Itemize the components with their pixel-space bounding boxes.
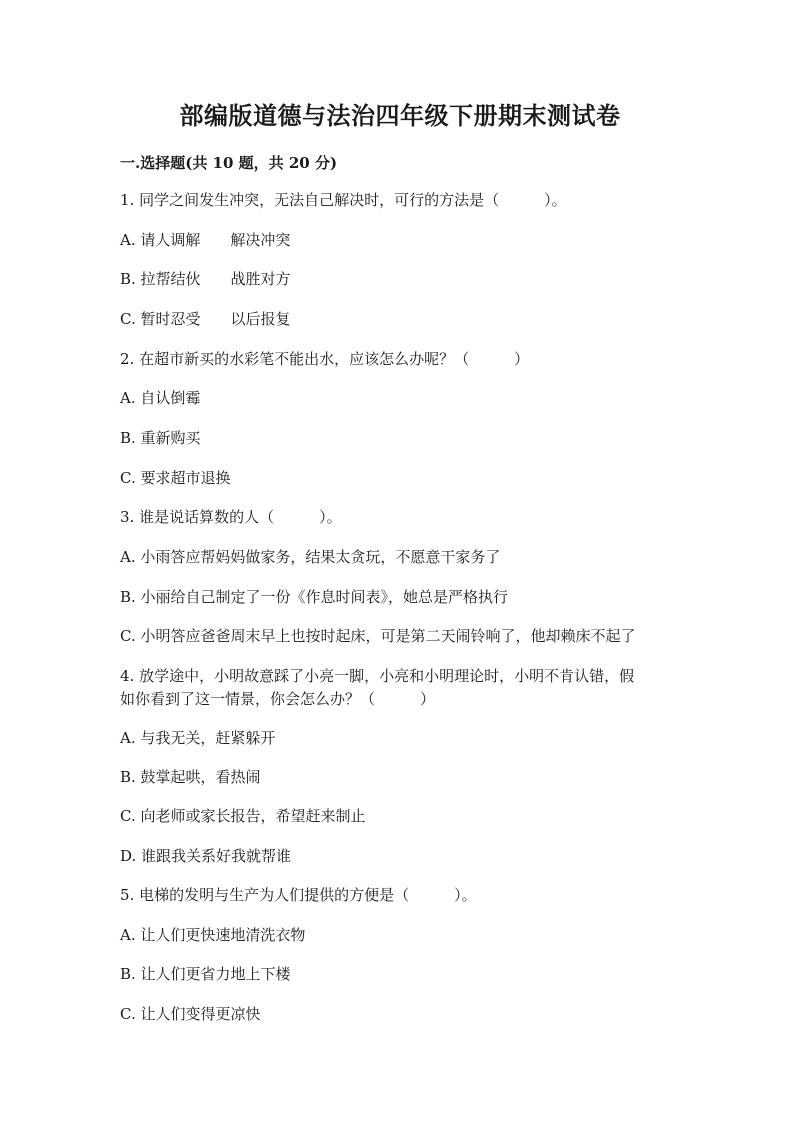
question-4-option-c: C. 向老师或家长报告，希望赶来制止 (120, 807, 366, 825)
question-1-option-a: A. 请人调解 解决冲突 (120, 231, 291, 249)
question-5-option-c: C. 让人们变得更凉快 (120, 1005, 261, 1023)
question-4-stem-line-2: 如你看到了这一情景，你会怎么办？（ ） (120, 690, 436, 708)
question-5-stem: 5. 电梯的发明与生产为人们提供的方便是（ ）。 (120, 886, 477, 904)
question-5-option-a: A. 让人们更快速地清洗衣物 (120, 926, 306, 944)
question-4-option-b: B. 鼓掌起哄，看热闹 (120, 768, 261, 786)
question-3-option-a: A. 小雨答应帮妈妈做家务，结果太贪玩，不愿意干家务了 (120, 548, 501, 566)
question-4-stem-line-1: 4. 放学途中，小明故意踩了小亮一脚，小亮和小明理论时，小明不肯认错，假 (120, 667, 635, 685)
question-3-option-b: B. 小丽给自己制定了一份《作息时间表》，她总是严格执行 (120, 588, 509, 606)
page-title: 部编版道德与法治四年级下册期末测试卷 (179, 101, 621, 130)
question-1-option-b: B. 拉帮结伙 战胜对方 (120, 270, 291, 288)
question-1-stem: 1. 同学之间发生冲突，无法自己解决时，可行的方法是（ ）。 (120, 191, 567, 209)
question-2-option-b: B. 重新购买 (120, 429, 201, 447)
section-heading: 一.选择题(共 10 题，共 20 分) (120, 154, 338, 172)
question-3-stem: 3. 谁是说话算数的人（ ）。 (120, 508, 342, 526)
question-3-option-c: C. 小明答应爸爸周末早上也按时起床，可是第二天闹铃响了，他却赖床不起了 (120, 627, 636, 645)
question-4-option-d: D. 谁跟我关系好我就帮谁 (120, 847, 292, 865)
question-4-option-a: A. 与我无关，赶紧躲开 (120, 729, 276, 747)
question-2-option-a: A. 自认倒霉 (120, 389, 201, 407)
question-2-option-c: C. 要求超市退换 (120, 469, 231, 487)
question-1-option-c: C. 暂时忍受 以后报复 (120, 310, 291, 328)
question-5-option-b: B. 让人们更省力地上下楼 (120, 965, 291, 983)
question-2-stem: 2. 在超市新买的水彩笔不能出水，应该怎么办呢？（ ） (120, 350, 530, 368)
